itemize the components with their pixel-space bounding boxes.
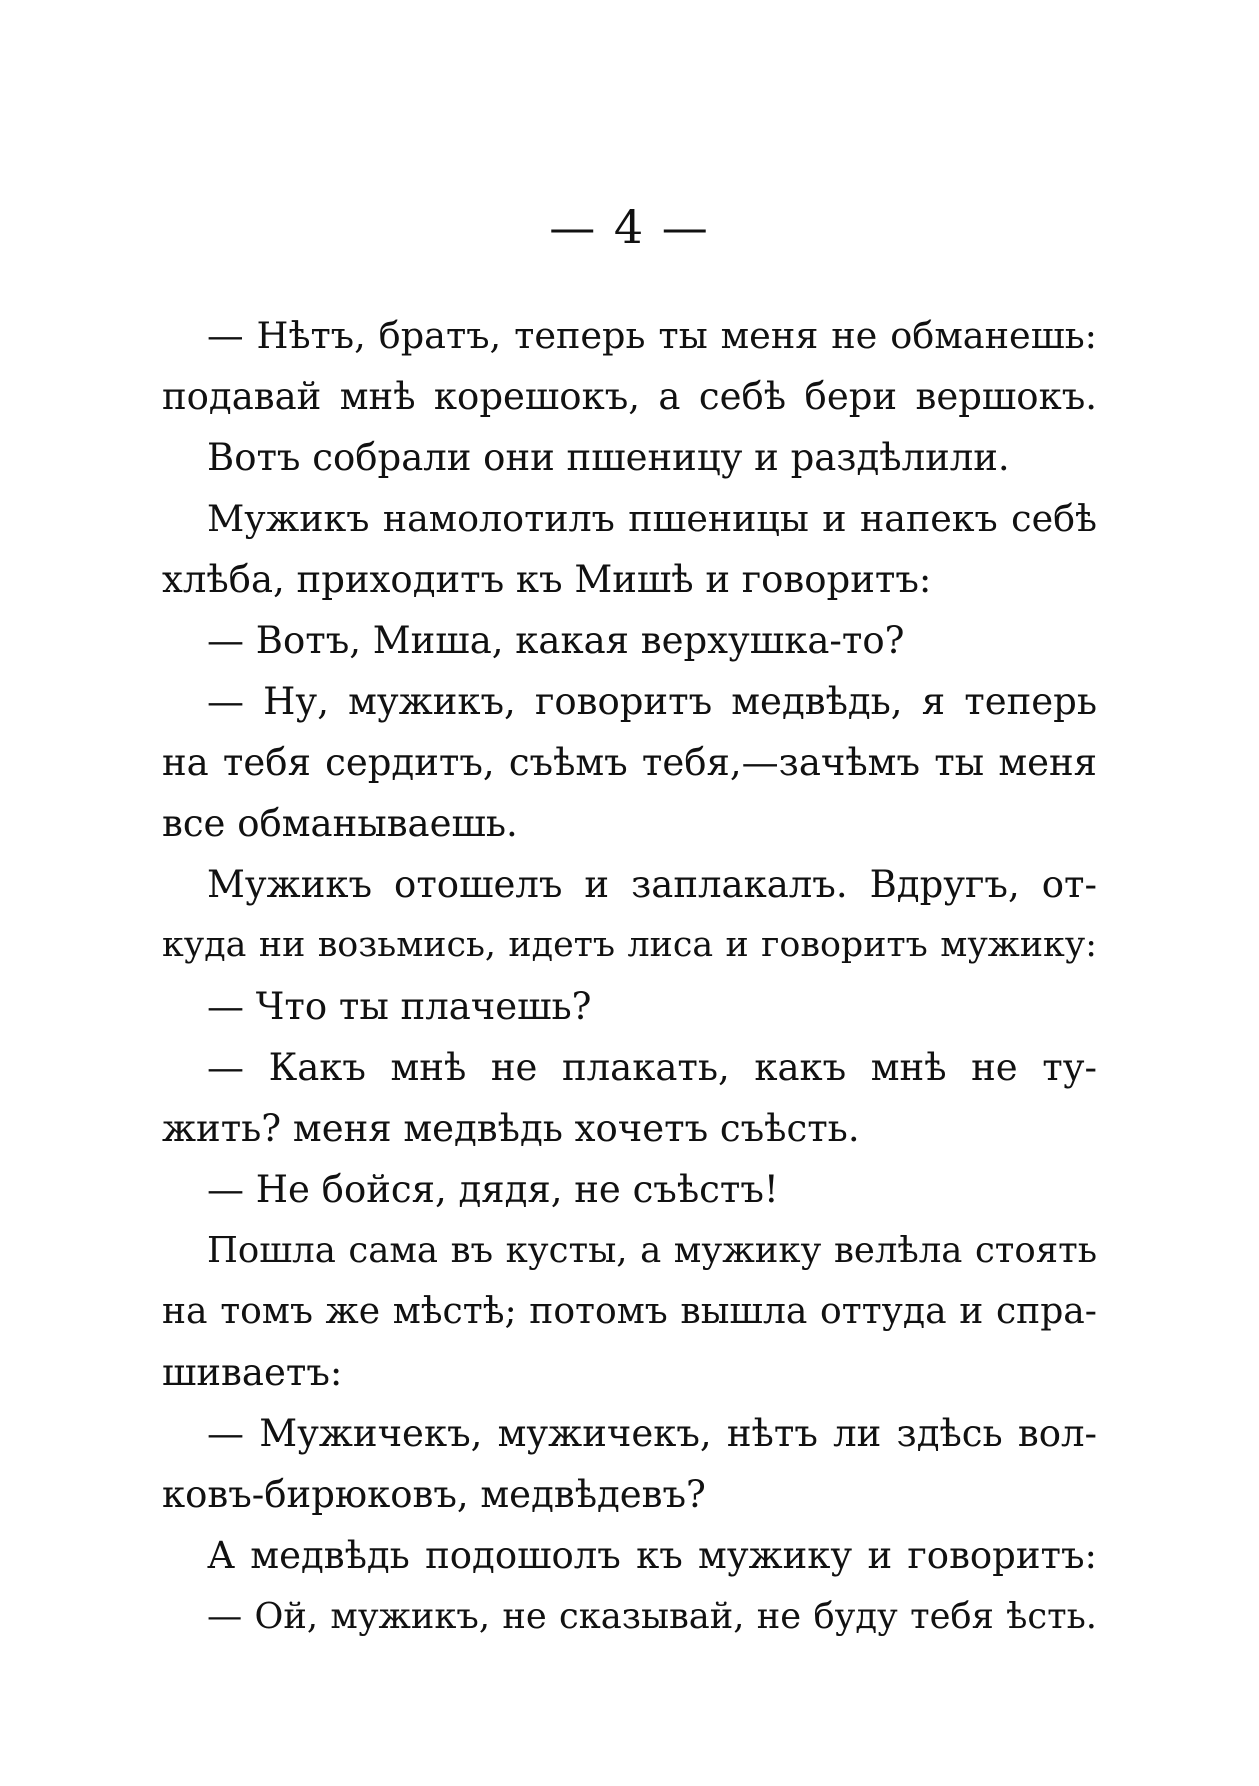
text-line: Мужикъ намолотилъ пшеницы и напекъ себѣ [207, 497, 1097, 540]
text-line: ковъ-бирюковъ, медвѣдевъ? [162, 1473, 706, 1516]
text-line: — Вотъ, Миша, какая верхушка-то? [207, 619, 905, 662]
text-line: — Не бойся, дядя, не съѣстъ! [207, 1168, 779, 1211]
text-line: — Нѣтъ, братъ, теперь ты меня не обманешь: [207, 314, 1097, 357]
text-line: шиваетъ: [162, 1351, 343, 1394]
text-line: — Ну, мужикъ, говоритъ медвѣдь, я теперь [207, 680, 1097, 723]
text-line: все обманываешь. [162, 802, 518, 845]
text-line: хлѣба, приходитъ къ Мишѣ и говоритъ: [162, 558, 932, 601]
text-line: А медвѣдь подошолъ къ мужику и говоритъ: [207, 1534, 1097, 1577]
text-line: подавай мнѣ корешокъ, а себѣ бери вершокъ. [162, 375, 1097, 418]
text-line: — Ой, мужикъ, не сказывай, не буду тебя ѣсть. [207, 1596, 1097, 1637]
text-line: на томъ же мѣстѣ; потомъ вышла оттуда и спра- [162, 1290, 1097, 1332]
body-text [162, 305, 1097, 1647]
text-line: Вотъ собрали они пшеницу и раздѣлили. [207, 436, 1010, 479]
text-line: — Какъ мнѣ не плакать, какъ мнѣ не ту- [207, 1046, 1097, 1089]
text-line: куда ни возьмись, идетъ лиса и говоритъ мужику: [162, 925, 1097, 965]
text-line: — Что ты плачешь? [207, 985, 592, 1028]
text-line: — Мужичекъ, мужичекъ, нѣтъ ли здѣсь вол- [207, 1412, 1097, 1455]
text-line: жить? меня медвѣдь хочетъ съѣсть. [162, 1107, 860, 1150]
page-number: — 4 — [549, 200, 710, 254]
text-line: Мужикъ отошелъ и заплакалъ. Вдругъ, от- [207, 863, 1097, 906]
text-line: Пошла сама въ кусты, а мужику велѣла стоять [207, 1230, 1097, 1271]
text-line: на тебя сердитъ, съѣмъ тебя,—зачѣмъ ты меня [162, 741, 1097, 784]
